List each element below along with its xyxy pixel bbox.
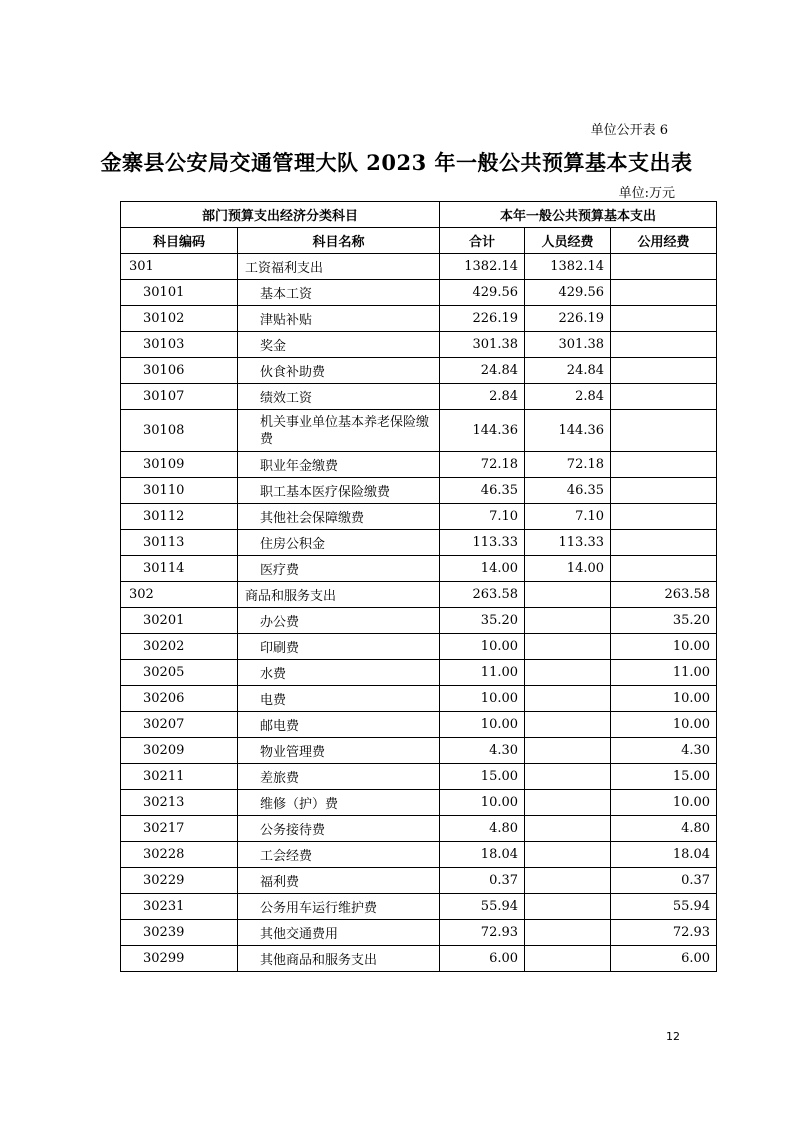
table-row	[121, 478, 717, 504]
cell-personnel	[525, 842, 611, 868]
cell-personnel: 226.19	[525, 306, 611, 332]
cell-code: 30108	[121, 410, 238, 452]
table-row	[121, 738, 717, 764]
cell-public	[611, 530, 717, 556]
cell-name: 印刷费	[238, 634, 440, 660]
cell-code: 30205	[121, 660, 238, 686]
cell-name: 邮电费	[238, 712, 440, 738]
cell-public: 18.04	[611, 842, 717, 868]
cell-code: 30112	[121, 504, 238, 530]
cell-personnel	[525, 790, 611, 816]
cell-code: 30228	[121, 842, 238, 868]
cell-personnel: 24.84	[525, 358, 611, 384]
cell-code: 30211	[121, 764, 238, 790]
header-public: 公用经费	[611, 228, 717, 254]
cell-personnel	[525, 764, 611, 790]
cell-code: 30106	[121, 358, 238, 384]
cell-name: 公务接待费	[238, 816, 440, 842]
cell-personnel	[525, 894, 611, 920]
table-body	[121, 254, 717, 972]
cell-total: 4.80	[440, 816, 525, 842]
header-row	[121, 228, 717, 254]
cell-public: 4.30	[611, 738, 717, 764]
cell-personnel: 429.56	[525, 280, 611, 306]
cell-personnel: 113.33	[525, 530, 611, 556]
cell-total: 18.04	[440, 842, 525, 868]
cell-total: 263.58	[440, 582, 525, 608]
cell-name: 基本工资	[238, 280, 440, 306]
cell-total: 72.18	[440, 452, 525, 478]
cell-name: 奖金	[238, 332, 440, 358]
cell-total: 144.36	[440, 410, 525, 452]
cell-code: 301	[121, 254, 238, 280]
cell-personnel	[525, 608, 611, 634]
unit-label: 单位:万元	[618, 186, 675, 201]
table-label: 单位公开表 6	[590, 123, 668, 138]
table-row	[121, 306, 717, 332]
cell-code: 302	[121, 582, 238, 608]
cell-total: 4.30	[440, 738, 525, 764]
cell-public	[611, 306, 717, 332]
cell-public	[611, 504, 717, 530]
cell-personnel: 72.18	[525, 452, 611, 478]
cell-personnel: 2.84	[525, 384, 611, 410]
header-personnel: 人员经费	[525, 228, 611, 254]
cell-total: 226.19	[440, 306, 525, 332]
table-row	[121, 712, 717, 738]
cell-personnel: 7.10	[525, 504, 611, 530]
cell-total: 15.00	[440, 764, 525, 790]
cell-personnel	[525, 582, 611, 608]
cell-public: 11.00	[611, 660, 717, 686]
cell-public: 15.00	[611, 764, 717, 790]
cell-total: 429.56	[440, 280, 525, 306]
cell-personnel	[525, 946, 611, 972]
table-row	[121, 254, 717, 280]
cell-name: 差旅费	[238, 764, 440, 790]
cell-public	[611, 332, 717, 358]
cell-code: 30231	[121, 894, 238, 920]
cell-total: 35.20	[440, 608, 525, 634]
header-group-right: 本年一般公共预算基本支出	[440, 202, 717, 228]
table-row	[121, 358, 717, 384]
cell-name: 维修（护）费	[238, 790, 440, 816]
cell-public: 10.00	[611, 686, 717, 712]
cell-code: 30114	[121, 556, 238, 582]
cell-code: 30113	[121, 530, 238, 556]
cell-name: 绩效工资	[238, 384, 440, 410]
cell-name: 住房公积金	[238, 530, 440, 556]
cell-code: 30102	[121, 306, 238, 332]
table-row	[121, 452, 717, 478]
cell-public: 0.37	[611, 868, 717, 894]
cell-code: 30109	[121, 452, 238, 478]
cell-total: 72.93	[440, 920, 525, 946]
cell-total: 7.10	[440, 504, 525, 530]
page-title: 金寨县公安局交通管理大队 2023 年一般公共预算基本支出表	[100, 150, 693, 175]
cell-code: 30107	[121, 384, 238, 410]
header-group-row	[121, 202, 717, 228]
cell-total: 10.00	[440, 712, 525, 738]
cell-public: 10.00	[611, 790, 717, 816]
table-row	[121, 686, 717, 712]
cell-personnel: 1382.14	[525, 254, 611, 280]
cell-personnel	[525, 738, 611, 764]
header-total: 合计	[440, 228, 525, 254]
cell-name: 商品和服务支出	[238, 582, 440, 608]
cell-name: 其他交通费用	[238, 920, 440, 946]
table-row	[121, 816, 717, 842]
cell-total: 301.38	[440, 332, 525, 358]
cell-name: 机关事业单位基本养老保险缴费	[238, 410, 440, 452]
cell-code: 30209	[121, 738, 238, 764]
cell-personnel	[525, 686, 611, 712]
cell-name: 办公费	[238, 608, 440, 634]
table-row	[121, 384, 717, 410]
cell-code: 30217	[121, 816, 238, 842]
cell-public: 263.58	[611, 582, 717, 608]
cell-total: 113.33	[440, 530, 525, 556]
cell-total: 11.00	[440, 660, 525, 686]
header-code: 科目编码	[121, 228, 238, 254]
table-row	[121, 660, 717, 686]
cell-personnel	[525, 660, 611, 686]
table-row	[121, 634, 717, 660]
table-row	[121, 894, 717, 920]
cell-name: 医疗费	[238, 556, 440, 582]
table-row	[121, 280, 717, 306]
cell-public: 6.00	[611, 946, 717, 972]
cell-total: 46.35	[440, 478, 525, 504]
cell-total: 10.00	[440, 686, 525, 712]
cell-personnel: 301.38	[525, 332, 611, 358]
cell-total: 2.84	[440, 384, 525, 410]
table-row	[121, 582, 717, 608]
cell-code: 30206	[121, 686, 238, 712]
cell-public	[611, 280, 717, 306]
cell-code: 30213	[121, 790, 238, 816]
cell-public: 72.93	[611, 920, 717, 946]
cell-code: 30207	[121, 712, 238, 738]
cell-code: 30201	[121, 608, 238, 634]
cell-total: 14.00	[440, 556, 525, 582]
cell-public	[611, 452, 717, 478]
cell-public: 10.00	[611, 634, 717, 660]
cell-personnel: 14.00	[525, 556, 611, 582]
cell-public: 55.94	[611, 894, 717, 920]
cell-name: 工资福利支出	[238, 254, 440, 280]
cell-name: 其他社会保障缴费	[238, 504, 440, 530]
table-row	[121, 608, 717, 634]
table-row	[121, 920, 717, 946]
cell-code: 30202	[121, 634, 238, 660]
cell-public: 35.20	[611, 608, 717, 634]
cell-code: 30101	[121, 280, 238, 306]
cell-code: 30110	[121, 478, 238, 504]
cell-total: 0.37	[440, 868, 525, 894]
table-row	[121, 790, 717, 816]
cell-public	[611, 358, 717, 384]
cell-name: 电费	[238, 686, 440, 712]
cell-code: 30299	[121, 946, 238, 972]
cell-personnel	[525, 712, 611, 738]
cell-total: 55.94	[440, 894, 525, 920]
cell-name: 职业年金缴费	[238, 452, 440, 478]
cell-public	[611, 478, 717, 504]
cell-name: 职工基本医疗保险缴费	[238, 478, 440, 504]
table-row	[121, 764, 717, 790]
table-row	[121, 530, 717, 556]
cell-personnel	[525, 920, 611, 946]
page-number: 12	[666, 1030, 680, 1043]
cell-code: 30229	[121, 868, 238, 894]
cell-name: 工会经费	[238, 842, 440, 868]
budget-table	[120, 201, 717, 972]
cell-name: 伙食补助费	[238, 358, 440, 384]
cell-name: 物业管理费	[238, 738, 440, 764]
header-group-left: 部门预算支出经济分类科目	[121, 202, 440, 228]
cell-total: 24.84	[440, 358, 525, 384]
cell-public	[611, 384, 717, 410]
cell-name: 其他商品和服务支出	[238, 946, 440, 972]
cell-public	[611, 254, 717, 280]
cell-code: 30103	[121, 332, 238, 358]
table-row	[121, 842, 717, 868]
cell-total: 10.00	[440, 790, 525, 816]
table-row	[121, 332, 717, 358]
cell-personnel	[525, 634, 611, 660]
cell-name: 津贴补贴	[238, 306, 440, 332]
table-row	[121, 556, 717, 582]
cell-personnel: 144.36	[525, 410, 611, 452]
cell-name: 水费	[238, 660, 440, 686]
cell-personnel	[525, 816, 611, 842]
cell-total: 1382.14	[440, 254, 525, 280]
cell-name: 福利费	[238, 868, 440, 894]
header-name: 科目名称	[238, 228, 440, 254]
cell-personnel	[525, 868, 611, 894]
cell-public	[611, 410, 717, 452]
cell-total: 6.00	[440, 946, 525, 972]
cell-public: 4.80	[611, 816, 717, 842]
table-row	[121, 868, 717, 894]
table-row	[121, 946, 717, 972]
cell-name: 公务用车运行维护费	[238, 894, 440, 920]
cell-code: 30239	[121, 920, 238, 946]
cell-public	[611, 556, 717, 582]
cell-public: 10.00	[611, 712, 717, 738]
table-row	[121, 410, 717, 452]
table-row	[121, 504, 717, 530]
cell-personnel: 46.35	[525, 478, 611, 504]
cell-total: 10.00	[440, 634, 525, 660]
